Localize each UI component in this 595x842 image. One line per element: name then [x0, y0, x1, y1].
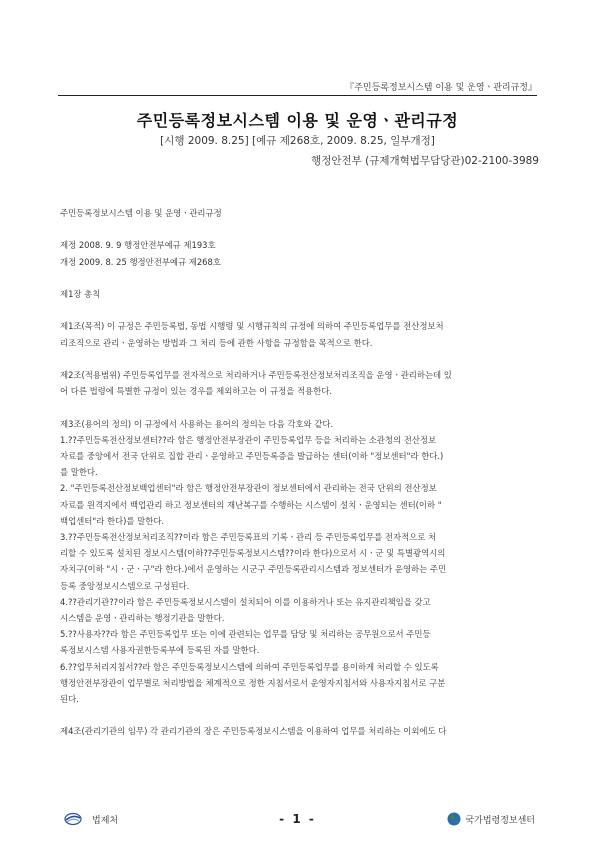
- footer-left-label: 법제처: [92, 815, 119, 826]
- footer-right-label: 국가법령정보센터: [465, 815, 535, 826]
- ministry-contact: 행정안전부 (규제개혁법무담당관)02-2100-3989: [311, 155, 539, 167]
- paragraph-gap: [60, 351, 538, 367]
- body-line: 2. "주민등록전산정보백업센터"라 함은 행정안전부장관이 정보센터에서 관리하는 전국 단위의 전산정보: [60, 483, 437, 494]
- body-line: 록정보시스템 사용자권한등록부에 등록된 자를 말한다.: [60, 645, 260, 656]
- body-line: 제정 2008. 9. 9 행정안전부예규 제193호: [60, 240, 216, 251]
- body-line: 4.??관리기관??이라 함은 주민등록정보시스템이 설치되어 이를 이용하거나 또는 유지관리책임을 갖고: [60, 596, 431, 607]
- body-line: 6.??업무처리지침서??라 함은 주민등록정보시스템에 의하여 주민등록업무를 용이하게 처리할 수 있도록: [60, 661, 439, 672]
- body-line: 리조직으로 관리ㆍ운영하는 방법과 그 처리 등에 관한 사항을 규정함을 목적으로 한다.: [60, 337, 373, 348]
- body-line: 자료를 중앙에서 전국 단위로 집합 관리ㆍ운영하고 주민등록증을 발급하는 센터(이하 "정보센터"라 한다.): [60, 450, 444, 461]
- paragraph-gap: [60, 399, 538, 415]
- document-body: [60, 205, 538, 740]
- body-line: 제4조(관리기관의 임무) 각 관리기관의 장은 주민등록정보시스템을 이용하여 업무를 처리하는 이외에도 다: [60, 726, 447, 737]
- body-line: 시스템을 운영ㆍ관리하는 행정기관을 말한다.: [60, 613, 225, 623]
- paragraph-gap: [60, 221, 538, 237]
- body-line: 자치구(이하 "시ㆍ군ㆍ구"라 한다.)에서 운영하는 시군구 주민등록관리시스템과 정보센터가 운영하는 주민: [60, 564, 447, 575]
- body-line: 제1장 총칙: [60, 288, 101, 299]
- document-header-tag: 『주민등록정보시스템 이용 및 운영ㆍ관리규정』: [345, 83, 537, 93]
- body-line: 3.??주민등록전산정보처리조직??이라 함은 주민등록표의 기록ㆍ관리 등 주민등록업무를 전자적으로 처: [60, 531, 437, 542]
- body-line: 등록 중앙정보시스템으로 구성된다.: [60, 580, 190, 591]
- body-line: 된다.: [60, 694, 79, 705]
- header-rule: [58, 95, 537, 96]
- paragraph-gap: [60, 270, 538, 286]
- body-line: 자료를 원격지에서 백업관리 하고 정보센터의 재난복구를 수행하는 시스템이 설치ㆍ운영되는 센터(이하 ": [60, 499, 442, 510]
- body-line: 1.??주민등록전산정보센터??라 함은 행정안전부장관이 주민등록업무 등을 처리하는 소관청의 전산정보: [60, 434, 437, 445]
- page-number: - 1 -: [279, 812, 316, 826]
- document-title: 주민등록정보시스템 이용 및 운영ㆍ관리규정: [136, 111, 459, 130]
- body-line: 개정 2009. 8. 25 행정안전부예규 제268호: [60, 256, 221, 267]
- globe-logo-icon: [447, 812, 461, 826]
- paragraph-gap: [60, 707, 538, 723]
- body-line: 제2조(적용범위) 주민등록업무를 전자적으로 처리하거나 주민등록전산정보처리조직을 운영ㆍ관리하는데 있: [60, 369, 452, 380]
- body-line: 리할 수 있도록 설치된 정보시스템(이하??주민등록정보시스템??이라 한다)으로서 시ㆍ군 및 특별광역시의: [60, 548, 446, 559]
- body-line: 를 말한다.: [60, 467, 98, 478]
- body-line: 백업센터"라 한다)를 말한다.: [60, 515, 165, 526]
- body-line: 행정안전부장관이 업무별로 처리방법을 체계적으로 정한 지침서로서 운영자지침서와 사용자지침서로 구분: [60, 677, 446, 688]
- body-line: 주민등록정보시스템 이용 및 운영ㆍ관리규정: [60, 208, 222, 218]
- body-line: 5.??사용자??라 함은 주민등록업무 또는 이에 관련되는 업무를 담당 및 처리하는 공무원으로서 주민등: [60, 629, 431, 640]
- enactment-info: [시행 2009. 8.25] [예규 제268호, 2009. 8.25, 일부개정]: [160, 135, 435, 147]
- paragraph-gap: [60, 302, 538, 318]
- body-line: 제3조(용어의 정의) 이 규정에서 사용하는 용어의 정의는 다음 각호와 같다.: [60, 418, 334, 429]
- footer-right: [447, 812, 535, 826]
- page-footer: [58, 808, 537, 832]
- body-line: 어 다른 법령에 특별한 규정이 있는 경우를 제외하고는 이 규정을 적용한다.: [60, 386, 332, 397]
- body-line: 제1조(목적) 이 규정은 주민등록법, 동법 시행령 및 시행규칙의 규정에 의하여 주민등록업무를 전산정보처: [60, 321, 444, 332]
